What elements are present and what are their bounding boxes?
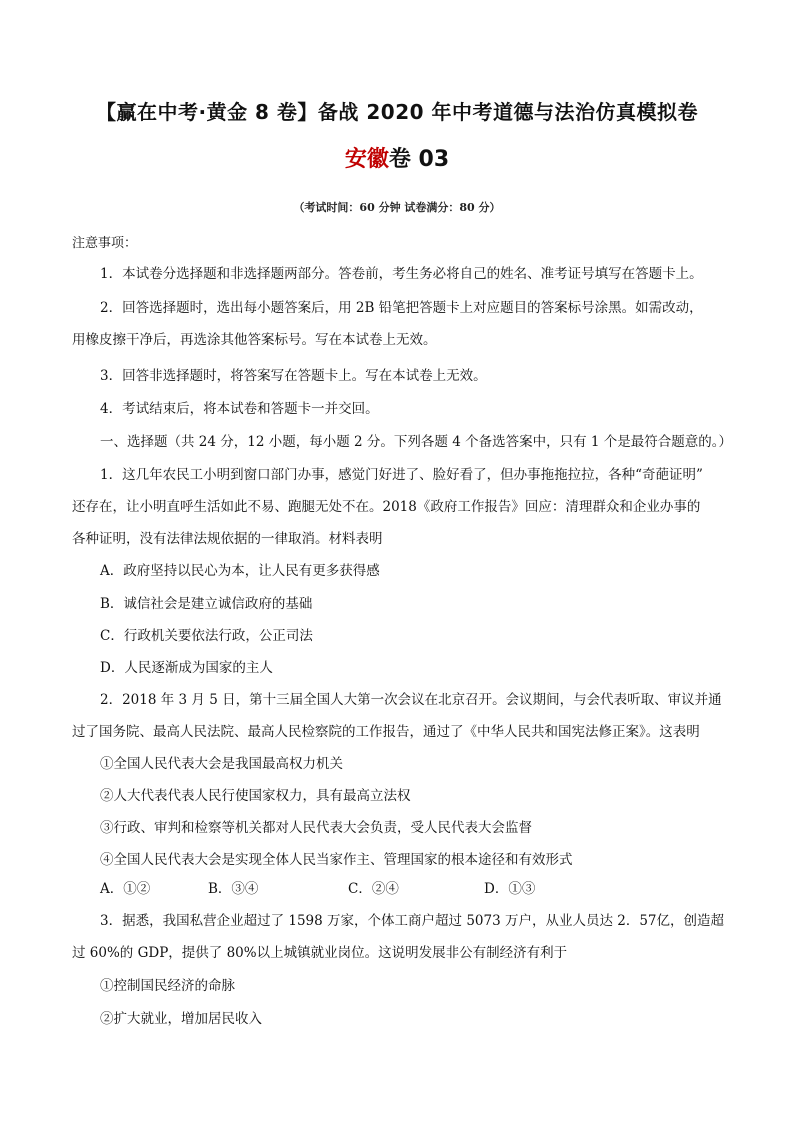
question-2-option-b: B．③④: [208, 881, 259, 897]
question-1-text: 1．这几年农民工小明到窗口部门办事，感觉门好进了、脸好看了，但办事拖拖拉拉，各种“奇葩证明”: [100, 467, 703, 483]
exam-title: 【赢在中考·黄金 8 卷】备战 2020 年中考道德与法治仿真模拟卷: [95, 100, 699, 124]
section-heading: 一、选择题（共 24 分，12 小题，每小题 2 分。下列各题 4 个备选答案中，只有 1 个是最符合题意的。）: [100, 434, 732, 450]
exam-subtitle: [0, 142, 794, 173]
subtitle-province: 安徽: [344, 147, 389, 172]
question-2-text: 2．2018 年 3 月 5 日，第十三届全国人大第一次会议在北京召开。会议期间，与会代表听取、审议并通: [100, 692, 722, 708]
note-item-continued: 用橡皮擦干净后，再选涂其他答案标号。写在本试卷上无效。: [72, 332, 437, 348]
subtitle-paper-number: 卷 03: [388, 147, 450, 172]
question-2-text: 过了国务院、最高人民法院、最高人民检察院的工作报告，通过了《中华人民共和国宪法修正案》。这表明: [72, 724, 700, 740]
question-2-statement: ②人大代表代表人民行使国家权力，具有最高立法权: [100, 788, 411, 804]
exam-time-score-info: （考试时间：60 分钟 试卷满分：80 分）: [293, 201, 501, 214]
question-3-text: 3．据悉，我国私营企业超过了 1598 万家，个体工商户超过 5073 万户，从业人员达 2．57亿，创造超: [100, 913, 725, 929]
note-item: 3．回答非选择题时，将答案写在答题卡上。写在本试卷上无效。: [100, 368, 487, 384]
question-1-option-c: C．行政机关要依法行政，公正司法: [100, 628, 313, 644]
question-2-statement: ④全国人民代表大会是实现全体人民当家作主、管理国家的根本途径和有效形式: [100, 852, 573, 868]
question-1-option-a: A．政府坚持以民心为本，让人民有更多获得感: [100, 563, 380, 579]
question-3-text: 过 60%的 GDP，提供了 80%以上城镇就业岗位。这说明发展非公有制经济有利于: [72, 945, 568, 961]
question-2-option-a: A．①②: [100, 881, 151, 897]
question-1-text: 各种证明，没有法律法规依据的一律取消。材料表明: [72, 531, 383, 547]
question-2-option-c: C．②④: [348, 881, 399, 897]
question-1-text: 还存在，让小明直呼生活如此不易、跑腿无处不在。2018《政府工作报告》回应：清理群众和企业办事的: [72, 499, 701, 515]
question-2-options: [100, 877, 660, 897]
note-item: 4．考试结束后，将本试卷和答题卡一并交回。: [100, 401, 379, 417]
note-item: 1．本试卷分选择题和非选择题两部分。答卷前，考生务必将自己的姓名、准考证号填写在答题卡上。: [100, 266, 703, 282]
question-2-statement: ①全国人民代表大会是我国最高权力机关: [100, 756, 343, 772]
notes-heading: 注意事项：: [72, 236, 138, 251]
question-2-statement: ③行政、审判和检察等机关都对人民代表大会负责，受人民代表大会监督: [100, 820, 532, 836]
question-3-statement: ①控制国民经济的命脉: [100, 978, 235, 994]
question-2-option-d: D．①③: [484, 881, 536, 897]
note-item: 2．回答选择题时，选出每小题答案后，用 2B 铅笔把答题卡上对应题目的答案标号涂黑。如需改动，: [100, 300, 703, 316]
question-1-option-b: B．诚信社会是建立诚信政府的基础: [100, 596, 313, 612]
question-1-option-d: D．人民逐渐成为国家的主人: [100, 660, 273, 676]
question-3-statement: ②扩大就业，增加居民收入: [100, 1011, 262, 1027]
